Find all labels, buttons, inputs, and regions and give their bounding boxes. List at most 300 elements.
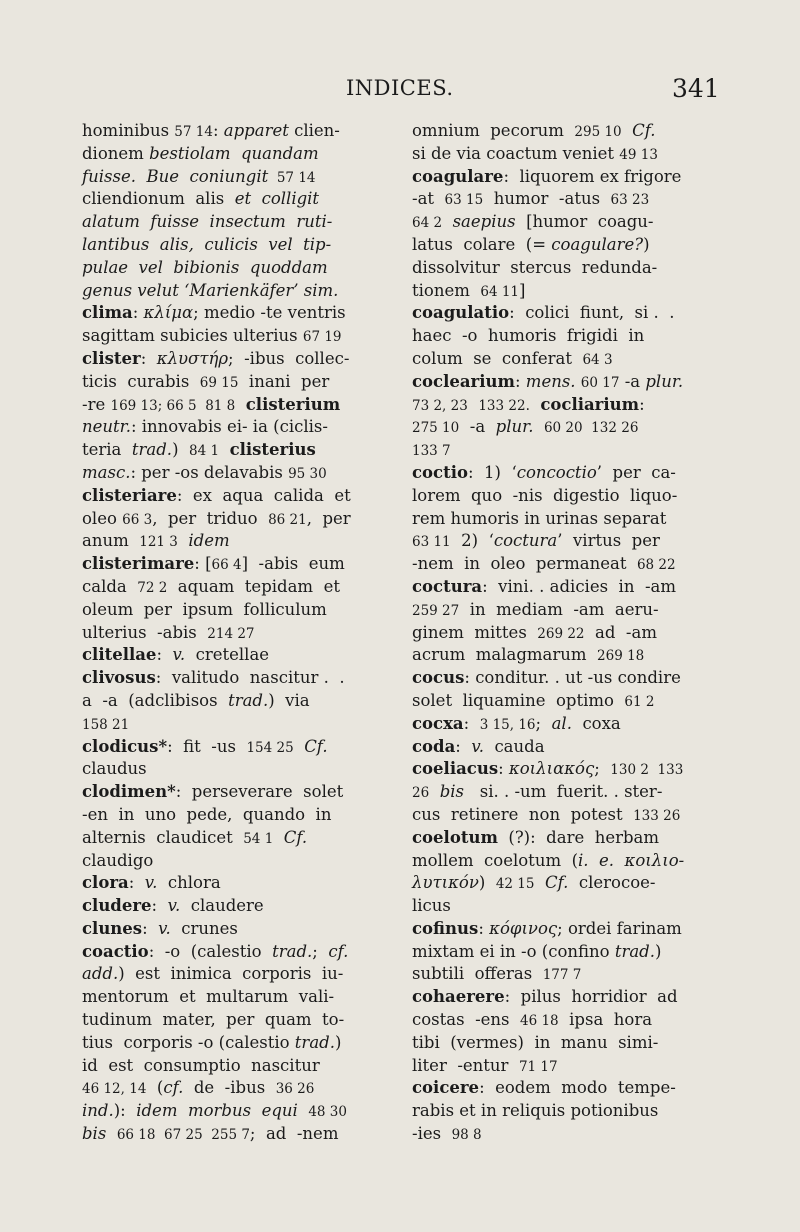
index-line [412, 941, 714, 964]
index-line [82, 394, 382, 417]
index-text: : [212, 121, 224, 140]
index-reference: 71 17 [518, 1058, 558, 1075]
index-line [82, 918, 382, 941]
index-line [412, 1032, 714, 1055]
index-reference: 269 22 [537, 625, 585, 642]
index-text: ; ad -nem [249, 1124, 339, 1144]
index-reference: 154 25 [246, 739, 294, 756]
index-text: : [132, 303, 144, 323]
index-headword: cocxa [412, 713, 464, 733]
index-text: : [639, 394, 645, 414]
index-text: id est consumptio nascitur [82, 1055, 320, 1075]
index-text: ) est inimica corporis iu- [118, 964, 344, 984]
index-reference: 66 3 [122, 511, 153, 528]
index-line [412, 416, 714, 439]
index-text: ticis curabis [82, 371, 200, 391]
index-text: si. . -um fuerit. . ster- [464, 782, 663, 802]
index-text: -ies [412, 1124, 452, 1144]
index-italic-text: i. e. [578, 850, 615, 870]
index-line [82, 1077, 382, 1100]
index-line [412, 622, 714, 645]
index-text: ) [478, 873, 496, 893]
index-line [82, 120, 382, 143]
index-headword: clivosus [82, 668, 156, 688]
index-italic-text: lantibus alis, culicis vel tip- [82, 234, 332, 254]
index-text: : 1) ‘ [468, 462, 517, 482]
index-line [412, 850, 714, 873]
index-headword: cofinus [412, 918, 479, 938]
index-text: : [151, 896, 168, 916]
index-text: ; [312, 941, 329, 961]
index-text: oleum per ipsum folliculum [82, 599, 327, 619]
index-line [412, 530, 714, 553]
index-italic-text: fuisse. Bue coniungit [82, 166, 269, 186]
index-text: : [156, 645, 173, 665]
index-text: tudinum mater, per quam to- [82, 1010, 345, 1030]
index-text: ipsa hora [558, 1010, 653, 1030]
index-reference: 69 15 [199, 374, 239, 391]
index-text: ) via [268, 690, 310, 710]
index-text: : ex aqua calida et [176, 485, 351, 505]
index-text: omnium pecorum [412, 121, 575, 140]
index-text: dissolvitur stercus redunda- [412, 257, 658, 277]
index-reference: 46 18 [520, 1013, 559, 1030]
index-line [412, 599, 714, 622]
index-italic-text: Cf. [283, 827, 308, 847]
index-reference: 63 23 [610, 192, 650, 209]
index-reference: 3 15, 16 [479, 716, 536, 733]
index-reference: 295 10 [574, 124, 622, 140]
index-text: ; medio -te ventris [193, 303, 346, 323]
index-text: : fit -us [167, 736, 247, 756]
index-text [235, 395, 246, 414]
index-text: mentorum et multarum vali- [82, 987, 335, 1007]
index-headword: coactio [82, 941, 149, 961]
index-reference: 269 18 [597, 648, 645, 665]
index-text: -en in uno pede, quando in [82, 804, 332, 824]
index-text: : [478, 918, 490, 938]
index-headword: clitellae [82, 645, 157, 665]
index-reference: 67 19 [302, 329, 342, 346]
index-line [82, 188, 382, 211]
index-italic-text: cf. [163, 1078, 184, 1098]
index-reference: 98 8 [451, 1127, 482, 1144]
index-reference: 121 3 [139, 534, 178, 551]
index-reference: 259 27 [412, 602, 460, 619]
index-text [106, 1124, 117, 1143]
index-text: latus colare (= [412, 234, 552, 254]
index-reference: 177 7 [542, 967, 582, 984]
index-text [429, 782, 440, 801]
index-line [82, 143, 382, 166]
index-text: : vini. . adicies in -am [482, 576, 677, 596]
index-italic-text: genus velut ‘Marienkäfer’ sim. [82, 280, 339, 300]
index-greek-text: κλυστήρ [156, 348, 229, 368]
index-text: de -ibus [183, 1078, 276, 1098]
index-reference: 68 22 [636, 557, 676, 574]
index-text: subtili offeras [412, 964, 543, 984]
index-line [82, 1123, 382, 1146]
index-line [412, 644, 714, 667]
index-line [412, 211, 714, 234]
index-text: : [455, 736, 472, 756]
index-text: ginem mittes [412, 622, 538, 642]
index-line [412, 667, 714, 690]
index-headword: clodimen* [82, 782, 176, 802]
index-line [82, 827, 382, 850]
index-italic-text: bestiolam quandam [149, 143, 319, 163]
index-text: : pilus horridior ad [504, 987, 678, 1007]
index-reference: 63 11 [412, 534, 451, 551]
index-text [273, 828, 284, 847]
index-text: rem humoris in urinas separat [412, 508, 667, 528]
index-text: : [142, 918, 159, 938]
index-text: -nem in oleo permaneat [412, 554, 637, 574]
index-line [82, 166, 382, 189]
index-text: , per triduo [152, 508, 269, 528]
index-text: ulterius -abis [82, 622, 208, 642]
index-text: (?): dare herbam [497, 827, 660, 847]
index-text: : conditur. . ut -us condire [464, 668, 681, 688]
index-text: ; [594, 759, 611, 779]
left-column [82, 120, 382, 1146]
index-text: : [ [194, 554, 212, 574]
index-reference: 133 22. [478, 397, 530, 414]
index-italic-text: Cf. [544, 873, 569, 893]
index-headword: cohaerere [412, 987, 505, 1007]
index-headword: clisterium [245, 394, 341, 414]
index-reference: 73 2, 23 [412, 397, 468, 414]
index-italic-text: ind. [82, 1101, 114, 1121]
index-line [82, 599, 382, 622]
index-text: chlora [157, 873, 221, 893]
index-reference: 63 15 [444, 192, 484, 209]
index-text: ( [146, 1078, 164, 1098]
index-italic-text: alatum fuisse insectum ruti- [82, 212, 333, 232]
index-headword: coctura [412, 576, 483, 596]
index-italic-text: trad. [131, 440, 173, 460]
index-text: ; -ibus collec- [228, 348, 350, 368]
index-text: anum [82, 531, 140, 551]
index-reference: 64 11 [480, 283, 520, 300]
index-text: : eodem modo tempe- [479, 1078, 676, 1098]
index-text: ] -abis eum [241, 554, 345, 574]
index-headword: coclearium [412, 371, 515, 391]
index-reference: 61 2 [624, 693, 655, 710]
index-text: clien- [288, 121, 340, 140]
index-line [82, 508, 382, 531]
index-greek-text: κόφινος [489, 918, 558, 938]
index-headword: coagulatio [412, 303, 510, 323]
index-line [412, 188, 714, 211]
index-text: ’ virtus per [557, 531, 660, 551]
index-greek-text: λυτικόν [412, 873, 479, 893]
index-text [294, 737, 305, 756]
index-line [412, 781, 714, 804]
index-text: calda [82, 576, 138, 596]
index-headword: clima [82, 303, 133, 323]
index-text [442, 212, 453, 231]
index-reference: 64 3 [582, 351, 613, 368]
index-text: : liquorem ex frigore [503, 166, 682, 186]
index-italic-text: Cf. [632, 121, 656, 140]
index-reference: 95 30 [288, 465, 327, 482]
index-line [412, 918, 714, 941]
index-text: : [463, 713, 480, 733]
index-text: ): [113, 1101, 137, 1121]
index-line [82, 713, 382, 736]
index-line [412, 302, 714, 325]
index-line [82, 804, 382, 827]
index-text: ) [655, 941, 662, 961]
index-line [412, 895, 714, 918]
index-line [82, 850, 382, 873]
index-text: claudere [180, 896, 264, 916]
index-italic-text: et colligit [234, 189, 320, 209]
index-text: , per [306, 508, 351, 528]
index-line [82, 622, 382, 645]
index-line [82, 485, 382, 508]
index-text: costas -ens [412, 1010, 520, 1030]
index-italic-text: apparet [223, 121, 289, 140]
index-reference: 84 1 [189, 443, 220, 460]
index-text [219, 440, 230, 459]
index-line [82, 690, 382, 713]
index-italic-text: cf. [328, 941, 349, 961]
index-text: : [514, 371, 526, 391]
index-line [82, 325, 382, 348]
index-italic-text: al. [551, 713, 572, 733]
index-italic-text: trad. [294, 1032, 335, 1052]
index-text: : valitudo nascitur . . [155, 668, 345, 688]
page-number: 341 [672, 74, 720, 103]
index-headword: clora [82, 873, 129, 893]
index-text: a -a (adclibisos [82, 690, 229, 710]
index-italic-text: v. [144, 873, 158, 893]
index-italic-text: v. [471, 736, 484, 756]
index-line [82, 758, 382, 781]
index-text: in mediam -am aeru- [459, 599, 659, 619]
index-italic-text: idem morbus equi [136, 1101, 298, 1121]
index-line [412, 827, 714, 850]
index-reference: 60 17 [580, 374, 620, 391]
index-line [412, 690, 714, 713]
index-text: si de via coactum veniet [412, 143, 620, 163]
index-line [82, 280, 382, 303]
index-text: coxa [571, 713, 621, 733]
index-text: hominibus [82, 121, 175, 140]
index-italic-text: bis [439, 782, 464, 802]
index-line [412, 576, 714, 599]
index-reference: 66 18 67 25 255 7 [116, 1127, 250, 1144]
index-text [614, 851, 625, 870]
index-reference: 48 30 [308, 1104, 347, 1121]
index-text: ) [172, 440, 189, 460]
index-text: cliendionum alis [82, 189, 235, 209]
index-reference: 214 27 [207, 625, 255, 642]
index-greek-text: κοιλιακός [508, 759, 595, 779]
index-text: dionem [82, 143, 150, 163]
index-text [534, 873, 545, 892]
index-text [622, 121, 633, 140]
index-line [412, 234, 714, 257]
index-line [412, 120, 714, 143]
index-text: ) [643, 234, 650, 254]
index-line [412, 348, 714, 371]
index-text: ; [535, 713, 552, 733]
index-headword: clisteriare [82, 485, 177, 505]
index-text: : [128, 873, 145, 893]
index-text: [humor coagu- [515, 212, 654, 232]
index-line [412, 713, 714, 736]
index-line [412, 804, 714, 827]
index-line [82, 416, 382, 439]
running-head: INDICES. [346, 76, 454, 100]
index-text: alternis claudicet [82, 827, 244, 847]
index-line [82, 1055, 382, 1078]
index-text: haec -o humoris frigidi in [412, 326, 645, 346]
index-headword: coda [412, 736, 456, 756]
index-reference: 66 4 [211, 557, 242, 574]
index-text: ] [519, 280, 526, 300]
index-text: mollem coelotum ( [412, 850, 579, 870]
index-line [412, 1077, 714, 1100]
index-italic-text: add. [82, 964, 119, 984]
index-text: -a [459, 417, 496, 437]
index-headword: coeliacus [412, 759, 499, 779]
index-text: licus [412, 896, 451, 916]
index-text: liter -entur [412, 1055, 519, 1075]
index-headword: clodicus* [82, 736, 168, 756]
index-reference: 57 14 [268, 169, 316, 186]
index-text: : perseverare solet [175, 782, 344, 802]
index-italic-text: trad. [614, 941, 655, 961]
index-text: tionem [412, 280, 481, 300]
index-reference: 54 1 [243, 830, 274, 847]
index-italic-text: Cf. [304, 736, 328, 756]
index-text: teria [82, 440, 132, 460]
index-reference: 42 15 [495, 876, 535, 893]
index-text: tius corporis -o (calestio [82, 1032, 295, 1052]
index-text: : innovabis ei- ia (ciclis- [130, 417, 328, 437]
index-reference: 26 [412, 785, 430, 802]
index-line [82, 781, 382, 804]
index-line [82, 872, 382, 895]
index-headword: clisterius [229, 440, 316, 460]
index-reference: 130 2 133 [610, 762, 684, 779]
index-line [412, 1055, 714, 1078]
index-text: cretellae [185, 645, 270, 665]
index-line [412, 553, 714, 576]
index-line [82, 462, 382, 485]
index-line [82, 302, 382, 325]
index-line [82, 644, 382, 667]
index-line [412, 1009, 714, 1032]
index-text [533, 417, 544, 436]
index-line [412, 462, 714, 485]
index-text: mixtam ei in -o (confino [412, 941, 615, 961]
index-italic-text: bis [82, 1124, 107, 1144]
index-reference: 46 12, 14 [82, 1081, 147, 1098]
index-line [82, 439, 382, 462]
index-text: oleo [82, 508, 123, 528]
index-headword: cludere [82, 896, 152, 916]
index-text: colum se conferat [412, 348, 583, 368]
index-text: : per -os delavabis [130, 462, 289, 482]
index-text: -a [619, 371, 646, 391]
index-line [412, 986, 714, 1009]
index-italic-text: saepius [452, 212, 516, 232]
index-reference: 60 20 132 26 [543, 420, 639, 437]
index-line [82, 576, 382, 599]
index-text: ad -am [584, 622, 657, 642]
index-text: lorem quo -nis digestio liquo- [412, 485, 678, 505]
index-italic-text: v. [167, 896, 181, 916]
index-line [412, 325, 714, 348]
index-line [82, 530, 382, 553]
index-text: clerocoe- [568, 873, 656, 893]
index-text: claudigo [82, 850, 154, 870]
index-line [412, 439, 714, 462]
index-reference: 169 13; 66 5 81 8 [110, 397, 236, 414]
index-text: 2) ‘ [450, 531, 494, 551]
index-text: -re [82, 394, 111, 414]
index-headword: cocus [412, 668, 465, 688]
index-italic-text: trad. [228, 690, 269, 710]
index-greek-text: κοιλιο- [624, 850, 685, 870]
index-text: : -o (calestio [148, 941, 273, 961]
index-headword: coagulare [412, 166, 504, 186]
index-italic-text: masc. [82, 462, 131, 482]
index-line [82, 1032, 382, 1055]
index-text: -at [412, 189, 445, 209]
index-text: ; ordei farinam [557, 918, 682, 938]
index-italic-text: idem [188, 531, 230, 551]
index-text [298, 1101, 309, 1120]
index-reference: 64 2 [412, 215, 443, 232]
index-text: humor -atus [483, 189, 611, 209]
index-line [82, 667, 382, 690]
index-text: sagittam subicies ulterius [82, 326, 303, 346]
index-headword: coicere [412, 1078, 480, 1098]
right-column [412, 120, 714, 1146]
index-line [412, 1100, 714, 1123]
index-italic-text: mens. [525, 371, 576, 391]
index-line [412, 394, 714, 417]
index-line [82, 736, 382, 759]
index-reference: 275 10 [412, 420, 460, 437]
index-line [412, 485, 714, 508]
index-line [412, 736, 714, 759]
index-headword: coctio [412, 462, 468, 482]
index-italic-text: v. [172, 645, 186, 665]
index-line [412, 963, 714, 986]
index-text: claudus [82, 759, 147, 779]
index-line [412, 166, 714, 189]
index-italic-text: plur. [645, 371, 684, 391]
index-reference: 72 2 [137, 579, 168, 596]
index-text: ’ per ca- [596, 462, 676, 482]
index-text [468, 395, 479, 414]
index-italic-text: trad. [272, 941, 313, 961]
index-italic-text: pulae vel bibionis quoddam [82, 257, 328, 277]
index-text [530, 395, 541, 414]
index-line [412, 371, 714, 394]
index-text: cauda [483, 736, 545, 756]
index-italic-text: v. [158, 918, 171, 938]
index-text: : [498, 759, 509, 779]
index-line [412, 872, 714, 895]
